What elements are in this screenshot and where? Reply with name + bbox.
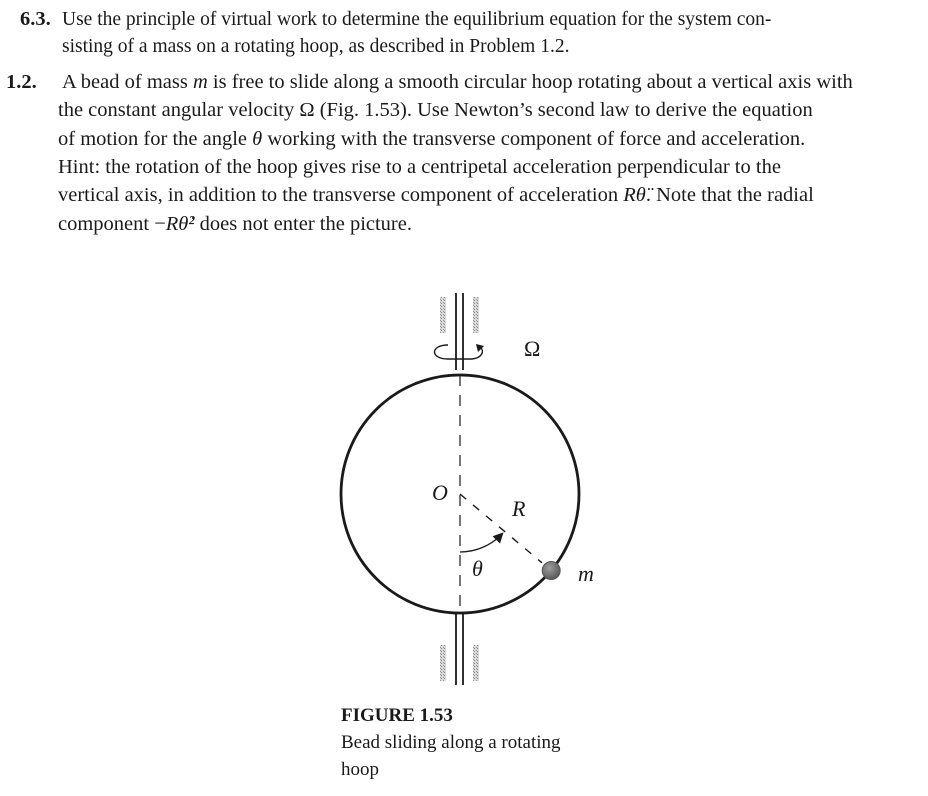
problem-number: 1.2. <box>6 71 37 93</box>
text-run: vertical axis, in addition to the transverse component of acceleration <box>58 184 624 206</box>
bead <box>542 562 560 580</box>
text-run: A bead of mass <box>62 71 193 93</box>
angle-arc <box>460 534 502 552</box>
text-run: is free to slide along a smooth circular hoop rotating about a vertical axis with <box>207 71 853 93</box>
figure-caption-title: FIGURE 1.53 <box>341 705 453 726</box>
problem-text-line <box>62 68 853 97</box>
angle-label: θ <box>472 556 483 581</box>
figure-caption-line: hoop <box>341 759 379 780</box>
problem-text-line: the constant angular velocity Ω (Fig. 1.53). Use Newton’s second law to derive the equation <box>58 99 813 121</box>
text-run: of motion for the angle <box>58 128 253 150</box>
text-run: does not enter the picture. <box>194 213 412 235</box>
shaft-bottom <box>456 613 463 685</box>
text-run: working with the transverse component of force and acceleration. <box>262 128 806 150</box>
bearing-block-right <box>473 297 479 333</box>
text-run: . Note that the radial <box>645 184 814 206</box>
origin-label: O <box>432 480 448 505</box>
problem-text-line <box>58 125 805 154</box>
bearing-block-left <box>440 645 446 681</box>
math-var: θ <box>252 128 263 150</box>
problem-text-line <box>58 181 814 210</box>
math-expression: Rθ̈ <box>623 184 646 206</box>
rotation-arrow <box>435 344 485 359</box>
omega-label: Ω <box>524 336 541 361</box>
math-var: m <box>192 71 208 93</box>
text-run: component − <box>58 213 166 235</box>
math-expression: Rθ̇² <box>165 213 195 235</box>
bearing-block-left <box>440 297 446 333</box>
problem-number: 6.3. <box>20 8 51 30</box>
mass-label: m <box>578 561 594 586</box>
problem-text-line: Use the principle of virtual work to determine the equilibrium equation for the system con- <box>62 9 772 30</box>
radius-line <box>460 494 542 563</box>
hoop-figure <box>330 285 630 695</box>
top-bearing <box>440 297 479 333</box>
bottom-bearing <box>440 645 479 681</box>
bearing-block-right <box>473 645 479 681</box>
figure-caption-line: Bead sliding along a rotating <box>341 732 561 753</box>
problem-text-line: Hint: the rotation of the hoop gives rise to a centripetal acceleration perpendicular to the <box>58 156 781 178</box>
problem-text-line <box>58 210 412 239</box>
problem-text-line: sisting of a mass on a rotating hoop, as described in Problem 1.2. <box>62 36 570 57</box>
radius-label: R <box>512 496 526 521</box>
